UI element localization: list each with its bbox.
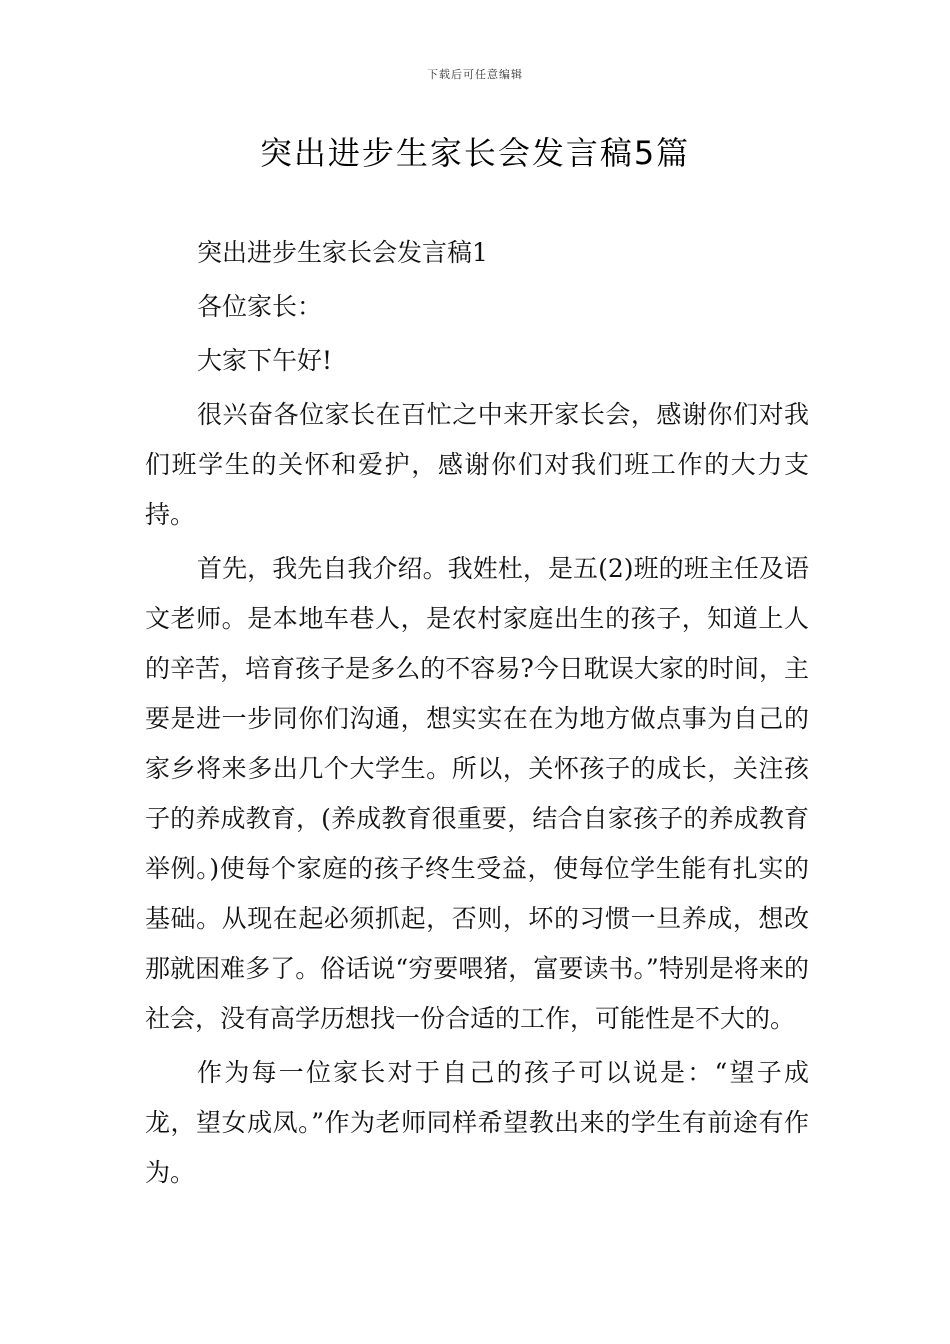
- document-body: [145, 228, 809, 1198]
- section-heading: 突出进步生家长会发言稿1: [197, 238, 488, 267]
- body-paragraph: 首先，我先自我介绍。我姓杜，是五(2)班的班主任及语文老师。是本地车巷人，是农村家庭出生的孩子，知道上人的辛苦，培育孩子是多么的不容易?今日耽误大家的时间，主要是进一步同你们沟通，想实实在在为地方做点事为自己的家乡将来多出几个大学生。所以，关怀孩子的成长，关注孩子的养成教育，(养成教育很重要，结合自家孩子的养成教育举例。)使每个家庭的孩子终生受益，使每位学生能有扎实的基础。从现在起必须抓起，否则，坏的习惯一旦养成，想改那就困难多了。俗话说“穷要喂猪，富要读书。”特别是将来的社会，没有高学历想找一份合适的工作，可能性是不大的。: [145, 554, 809, 1033]
- body-paragraph: 作为每一位家长对于自己的孩子可以说是：“望子成龙，望女成凤。”作为老师同样希望教出来的学生有前途有作为。: [145, 1058, 809, 1187]
- body-paragraph: 很兴奋各位家长在百忙之中来开家长会，感谢你们对我们班学生的关怀和爱护，感谢你们对我们班工作的大力支持。: [145, 400, 809, 529]
- document-title: 突出进步生家长会发言稿5篇: [259, 134, 691, 172]
- header-note: 下载后可任意编辑: [427, 68, 523, 81]
- salutation: 各位家长：: [197, 292, 323, 321]
- greeting: 大家下午好!: [197, 346, 333, 375]
